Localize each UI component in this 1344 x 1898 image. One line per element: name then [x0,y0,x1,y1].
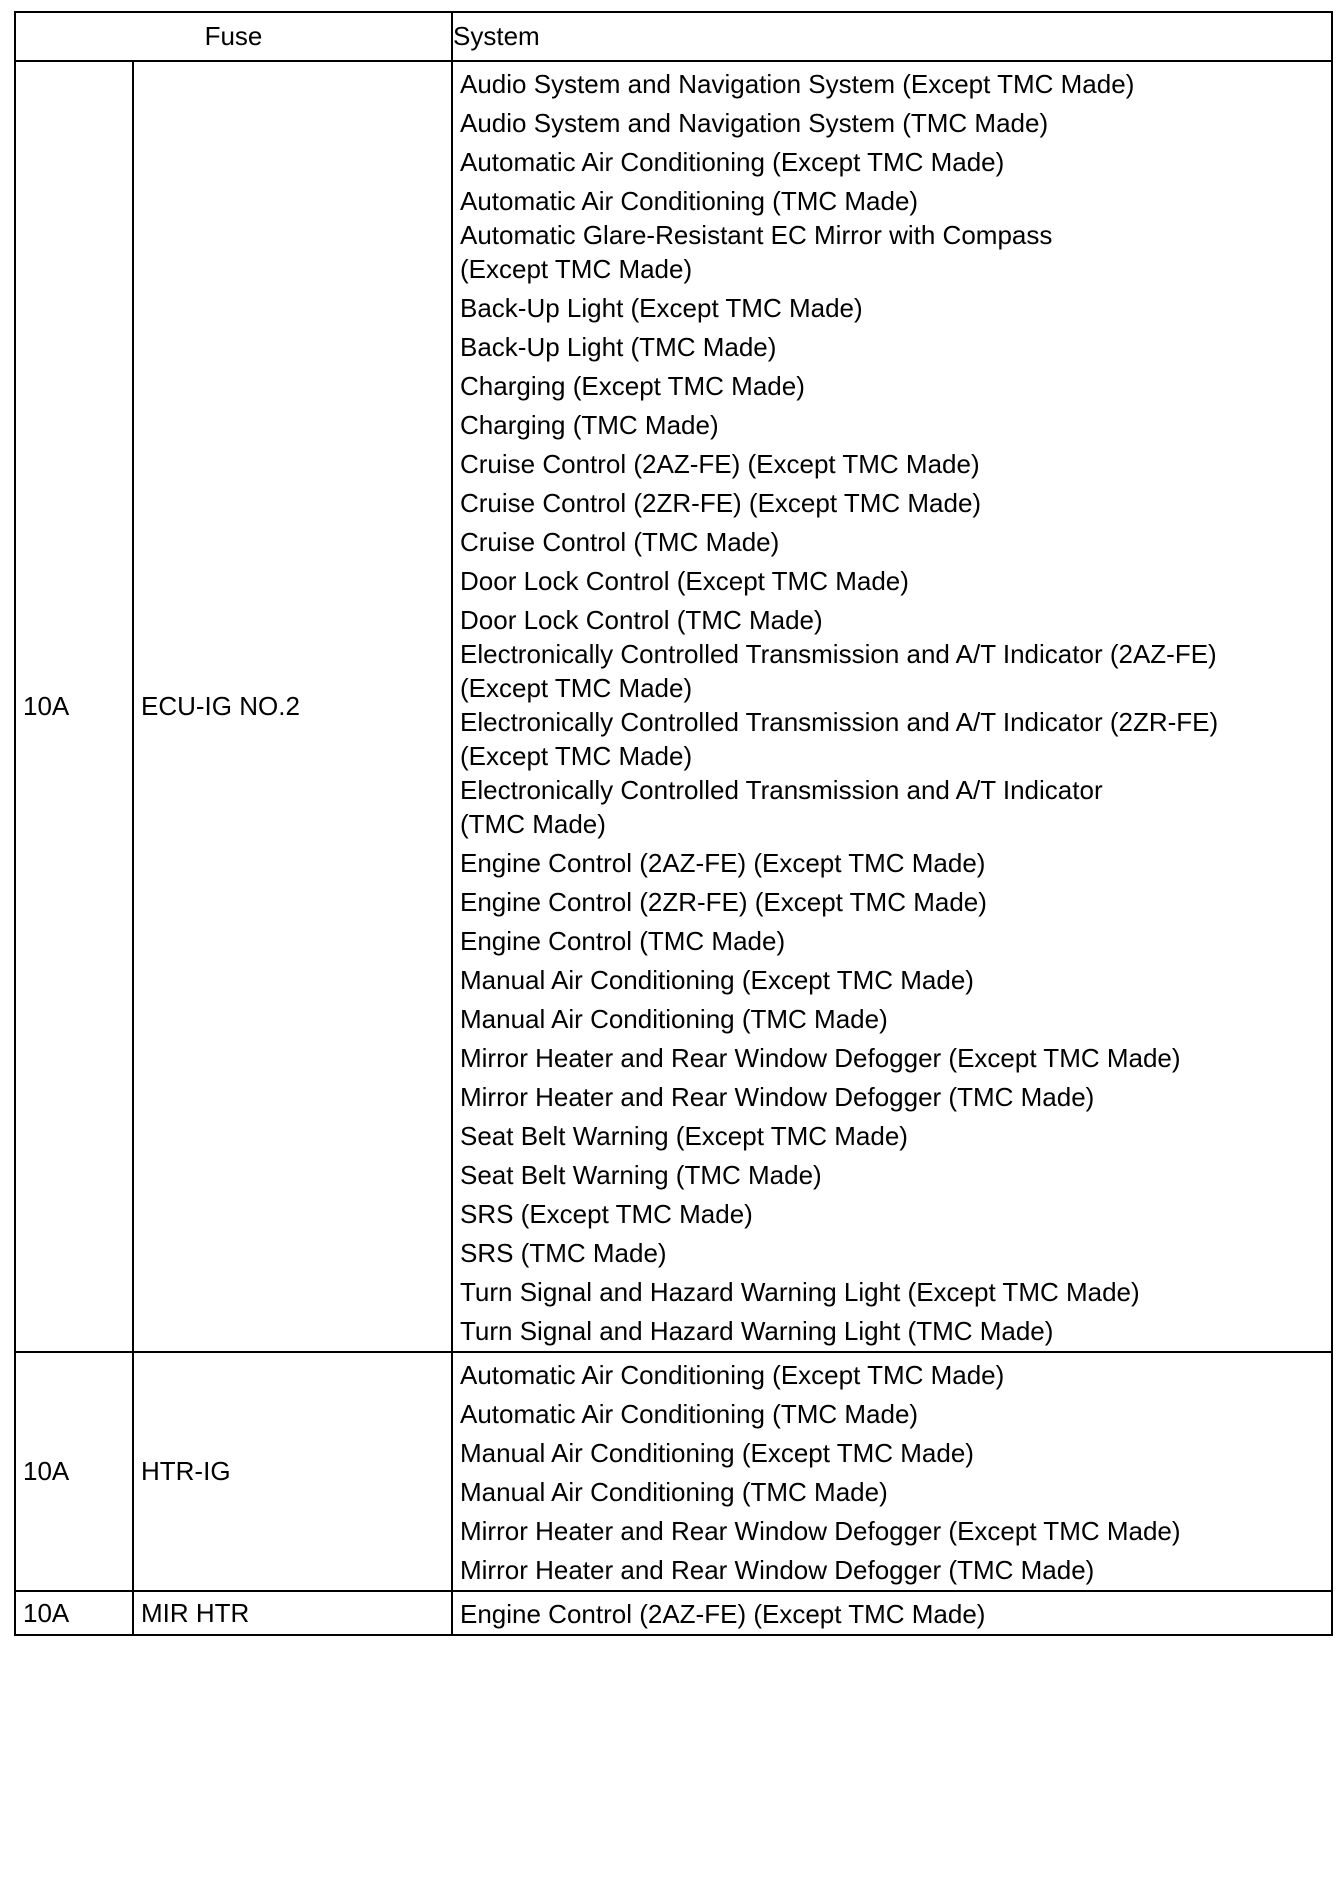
system-entry-text: Automatic Glare-Resistant EC Mirror with Compass [460,220,1053,250]
system-entry [460,218,1331,286]
system-entry [460,1509,1331,1548]
system-entry-text: Door Lock Control (TMC Made) [460,605,823,635]
system-entry [460,62,1331,101]
system-entry-text: Mirror Heater and Rear Window Defogger (Except TMC Made) [460,1516,1181,1546]
system-entry [460,1231,1331,1270]
system-entry [460,1114,1331,1153]
system-entry-text: Mirror Heater and Rear Window Defogger (Except TMC Made) [460,1043,1181,1073]
fuse-name: ECU-IG NO.2 [133,61,452,1352]
system-entry-text: Seat Belt Warning (Except TMC Made) [460,1121,908,1151]
fuse-row [15,1591,1332,1635]
fuse-amperage: 10A [15,61,133,1352]
system-entry [460,520,1331,559]
system-entry-text: Engine Control (2AZ-FE) (Except TMC Made) [460,848,986,878]
system-entry-text: Automatic Air Conditioning (TMC Made) [460,1399,919,1429]
system-entry-text: SRS (TMC Made) [460,1238,667,1268]
system-entry-text: Automatic Air Conditioning (Except TMC Made) [460,1360,1005,1390]
system-entry [460,1592,1331,1631]
system-entry-text: Charging (Except TMC Made) [460,371,805,401]
system-entry-text: Automatic Air Conditioning (Except TMC Made) [460,147,1005,177]
system-entry [460,481,1331,520]
system-entry [460,1309,1331,1348]
system-entry-text: Mirror Heater and Rear Window Defogger (TMC Made) [460,1555,1095,1585]
system-entry-text: Automatic Air Conditioning (TMC Made) [460,186,919,216]
system-entry-text: (Except TMC Made) [460,254,693,284]
system-entry-text: Manual Air Conditioning (TMC Made) [460,1477,888,1507]
system-entry-text: Engine Control (TMC Made) [460,926,786,956]
system-entry-text: Cruise Control (2ZR-FE) (Except TMC Made) [460,488,982,518]
system-entry-text: Engine Control (2ZR-FE) (Except TMC Made) [460,887,987,917]
system-entry [460,997,1331,1036]
system-entry-text: Manual Air Conditioning (Except TMC Made) [460,1438,974,1468]
system-entry-text: Mirror Heater and Rear Window Defogger (TMC Made) [460,1082,1095,1112]
system-entry [460,637,1331,705]
fuse-amperage: 10A [15,1591,133,1635]
system-list-cell [452,1591,1332,1635]
system-entry [460,442,1331,481]
system-entry [460,773,1331,841]
system-entry [460,403,1331,442]
system-entry-text: Electronically Controlled Transmission and A/T Indicator (2ZR-FE) [460,707,1219,737]
system-entry [460,1353,1331,1392]
system-entry-text: Charging (TMC Made) [460,410,719,440]
system-entry [460,1153,1331,1192]
system-entry-text: Seat Belt Warning (TMC Made) [460,1160,822,1190]
system-entry [460,1548,1331,1587]
system-entry-text: Electronically Controlled Transmission and A/T Indicator (2AZ-FE) [460,639,1217,669]
system-entry [460,1431,1331,1470]
system-entry-text: Cruise Control (2AZ-FE) (Except TMC Made) [460,449,980,479]
system-entry [460,364,1331,403]
fuse-row [15,1352,1332,1591]
system-entry-text: Manual Air Conditioning (TMC Made) [460,1004,888,1034]
system-column-header: System [452,12,1332,61]
system-entry [460,325,1331,364]
system-entry [460,286,1331,325]
fuse-name: MIR HTR [133,1591,452,1635]
system-entry-text: Back-Up Light (TMC Made) [460,332,777,362]
system-entry [460,179,1331,218]
system-entry-text: Turn Signal and Hazard Warning Light (TMC Made) [460,1316,1054,1346]
system-entry [460,1270,1331,1309]
fuse-amperage: 10A [15,1352,133,1591]
system-entry [460,140,1331,179]
system-entry-text: Cruise Control (TMC Made) [460,527,780,557]
system-entry [460,841,1331,880]
system-entry [460,1036,1331,1075]
table-header-row [15,12,1332,61]
system-entry [460,1192,1331,1231]
system-entry [460,1392,1331,1431]
system-entry-text: (Except TMC Made) [460,673,693,703]
system-entry [460,101,1331,140]
system-entry [460,880,1331,919]
system-entry-text: Audio System and Navigation System (TMC Made) [460,108,1049,138]
system-entry [460,919,1331,958]
system-list-cell [452,61,1332,1352]
system-list-cell [452,1352,1332,1591]
system-entry-text: Engine Control (2AZ-FE) (Except TMC Made) [460,1599,986,1629]
system-entry [460,1075,1331,1114]
system-entry-text: Electronically Controlled Transmission and A/T Indicator [460,775,1103,805]
fuse-system-table [14,11,1333,1636]
system-entry-text: Audio System and Navigation System (Except TMC Made) [460,69,1135,99]
system-entry-text: (TMC Made) [460,809,606,839]
system-entry-text: Back-Up Light (Except TMC Made) [460,293,863,323]
system-entry-text: (Except TMC Made) [460,741,693,771]
system-entry [460,705,1331,773]
system-entry-text: Manual Air Conditioning (Except TMC Made) [460,965,974,995]
system-entry-text: Turn Signal and Hazard Warning Light (Except TMC Made) [460,1277,1140,1307]
system-entry [460,958,1331,997]
system-entry [460,598,1331,637]
system-entry-text: SRS (Except TMC Made) [460,1199,753,1229]
fuse-column-header: Fuse [15,12,452,61]
fuse-row [15,61,1332,1352]
system-entry [460,559,1331,598]
system-entry [460,1470,1331,1509]
fuse-name: HTR-IG [133,1352,452,1591]
system-entry-text: Door Lock Control (Except TMC Made) [460,566,909,596]
